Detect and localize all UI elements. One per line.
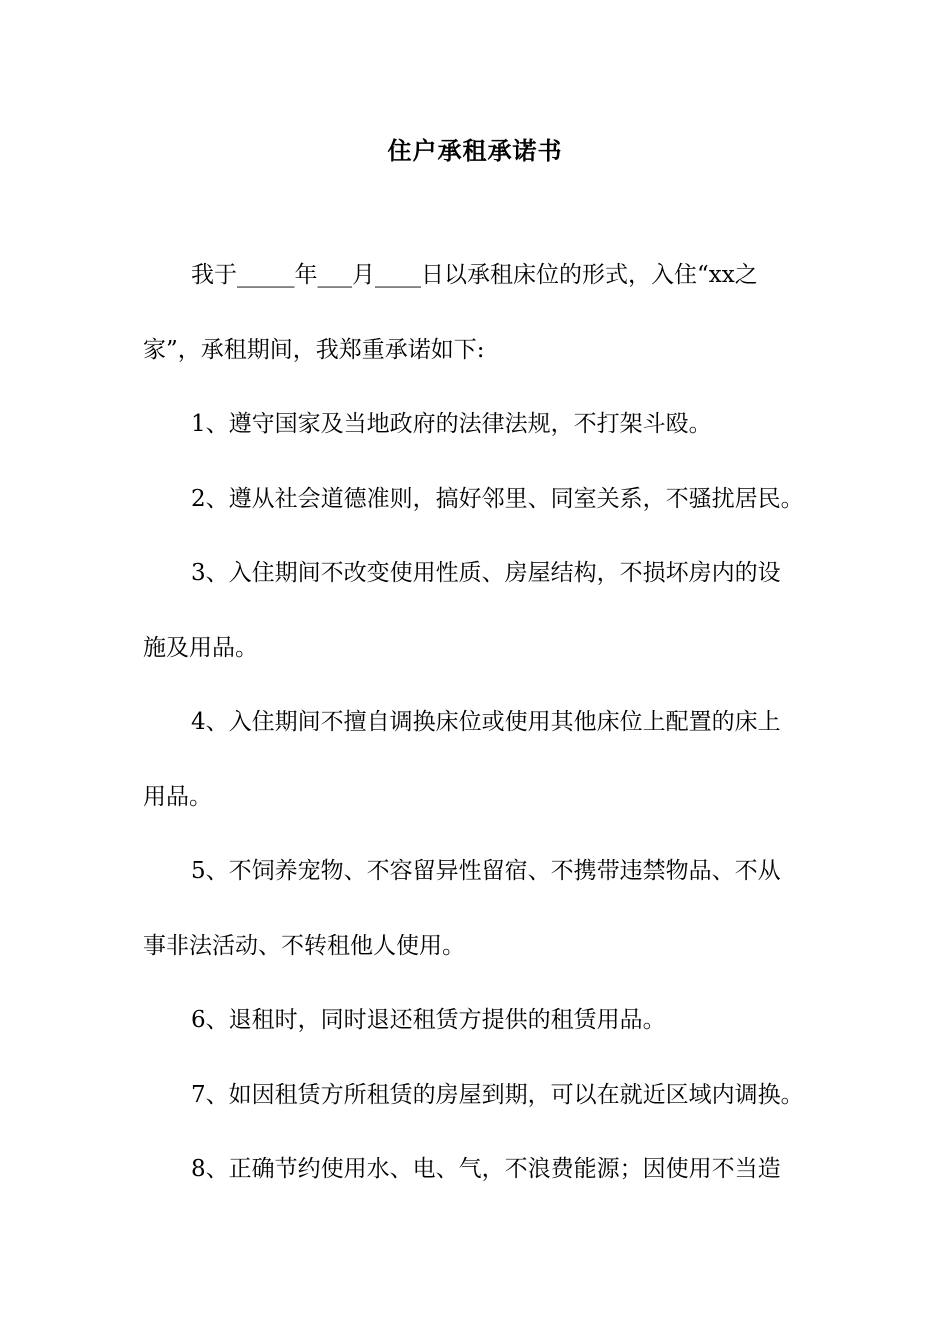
clause-5-cont: 事非法活动、不转租他人使用。: [143, 932, 465, 959]
clause-3-cont: 施及用品。: [143, 634, 258, 661]
clause-7: 7、如因租赁方所租赁的房屋到期，可以在就近区域内调换。: [191, 1081, 804, 1108]
clause-4-cont: 用品。: [143, 783, 212, 810]
clause-8: 8、正确节约使用水、电、气，不浪费能源；因使用不当造: [191, 1156, 781, 1182]
document-body: [143, 253, 811, 1222]
clause-3: 3、入住期间不改变使用性质、房屋结构，不损坏房内的设: [191, 560, 781, 586]
clause-1: 1、遵守国家及当地政府的法律法规，不打架斗殴。: [191, 411, 712, 437]
clause-6: 6、退租时，同时退还租赁方提供的租赁用品。: [191, 1007, 666, 1033]
clause-5: 5、不饲养宠物、不容留异性留宿、不携带违禁物品、不从: [191, 858, 781, 884]
clause-4: 4、入住期间不擅自调换床位或使用其他床位上配置的床上: [191, 709, 781, 735]
document-title: 住户承租承诺书: [387, 136, 563, 165]
paragraph-line-intro: 我于_____年___月____日以承租床位的形式，入住“xx之: [191, 262, 758, 288]
paragraph-line-intro-cont: 家”，承租期间，我郑重承诺如下:: [143, 336, 485, 363]
clause-2: 2、遵从社会道德准则，搞好邻里、同室关系，不骚扰居民。: [191, 485, 804, 512]
